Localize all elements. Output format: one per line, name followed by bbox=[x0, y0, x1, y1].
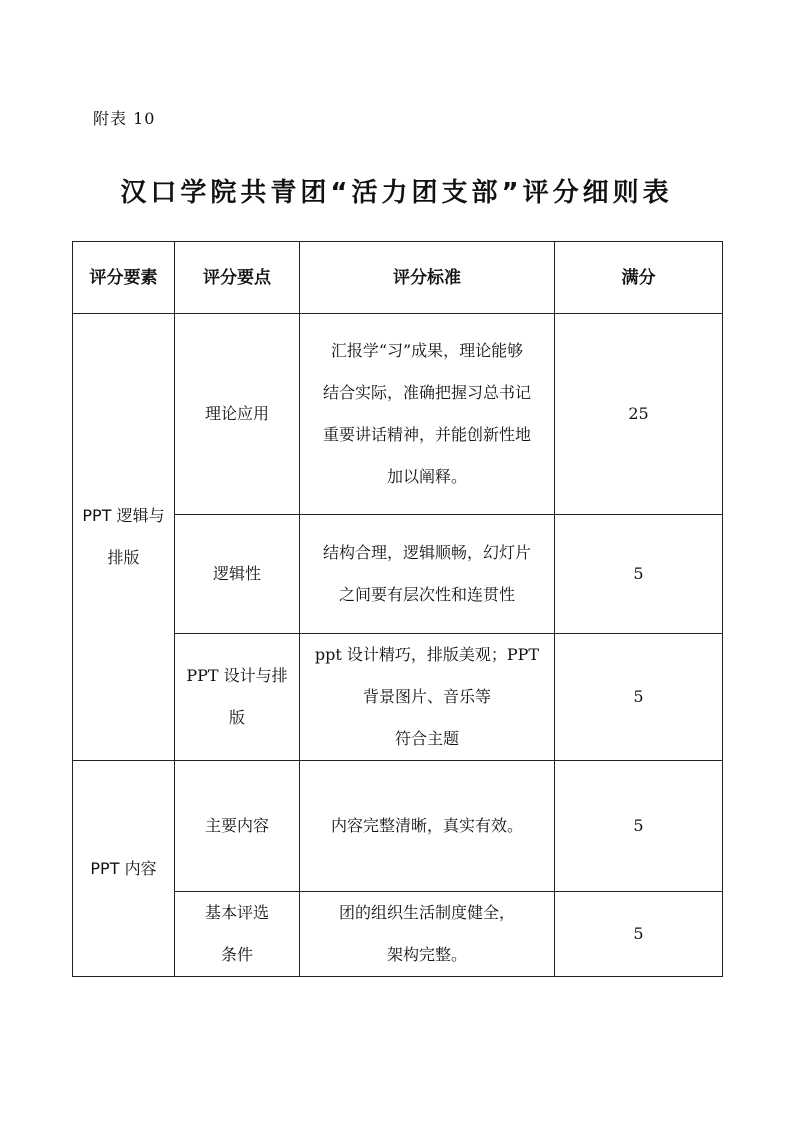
standard-cell bbox=[300, 892, 555, 977]
table-header-row bbox=[73, 242, 723, 314]
factor-line: PPT 逻辑与 bbox=[82, 506, 165, 525]
standard-line: 结合实际，准确把握习总书记 bbox=[322, 383, 531, 402]
score-cell: 5 bbox=[555, 892, 723, 977]
scoring-table bbox=[72, 241, 723, 977]
score-cell: 5 bbox=[555, 515, 723, 634]
factor-cell bbox=[73, 761, 175, 977]
score-cell: 25 bbox=[555, 314, 723, 515]
table-row bbox=[73, 761, 723, 892]
factor-cell bbox=[73, 314, 175, 761]
standard-line: 背景图片、音乐等 bbox=[362, 687, 491, 706]
standard-cell bbox=[300, 515, 555, 634]
point-cell bbox=[175, 634, 300, 761]
annex-label: 附表 10 bbox=[93, 109, 156, 128]
factor-line: 排版 bbox=[107, 548, 140, 567]
point-line: 理论应用 bbox=[204, 404, 269, 423]
point-line: 基本评选 bbox=[204, 903, 269, 922]
header-standard: 评分标准 bbox=[300, 242, 555, 314]
table-row bbox=[73, 314, 723, 515]
point-cell bbox=[175, 892, 300, 977]
header-point: 评分要点 bbox=[175, 242, 300, 314]
point-line: 条件 bbox=[220, 945, 253, 964]
point-cell bbox=[175, 761, 300, 892]
standard-line: ppt 设计精巧，排版美观；PPT bbox=[314, 645, 540, 664]
point-line: 逻辑性 bbox=[212, 564, 261, 583]
header-full-score: 满分 bbox=[555, 242, 723, 314]
score-cell: 5 bbox=[555, 634, 723, 761]
factor-line: PPT 内容 bbox=[90, 858, 157, 878]
score-cell: 5 bbox=[555, 761, 723, 892]
standard-cell bbox=[300, 314, 555, 515]
standard-line: 架构完整。 bbox=[386, 945, 467, 964]
point-line: 主要内容 bbox=[204, 816, 269, 835]
standard-line: 汇报学“习”成果，理论能够 bbox=[330, 341, 524, 360]
point-line: 版 bbox=[228, 708, 245, 727]
standard-cell bbox=[300, 761, 555, 892]
standard-line: 重要讲话精神，并能创新性地 bbox=[322, 425, 531, 444]
standard-line: 加以阐释。 bbox=[386, 467, 467, 486]
standard-line: 符合主题 bbox=[394, 729, 459, 748]
standard-line: 内容完整清晰，真实有效。 bbox=[330, 816, 523, 835]
point-line: PPT 设计与排 bbox=[186, 666, 288, 685]
standard-line: 团的组织生活制度健全， bbox=[338, 903, 515, 922]
standard-line: 结构合理，逻辑顺畅，幻灯片 bbox=[322, 543, 531, 562]
header-factor: 评分要素 bbox=[73, 242, 175, 314]
standard-cell bbox=[300, 634, 555, 761]
page-title: 汉口学院共青团“活力团支部”评分细则表 bbox=[120, 178, 673, 208]
point-cell bbox=[175, 314, 300, 515]
standard-line: 之间要有层次性和连贯性 bbox=[338, 585, 515, 604]
point-cell bbox=[175, 515, 300, 634]
